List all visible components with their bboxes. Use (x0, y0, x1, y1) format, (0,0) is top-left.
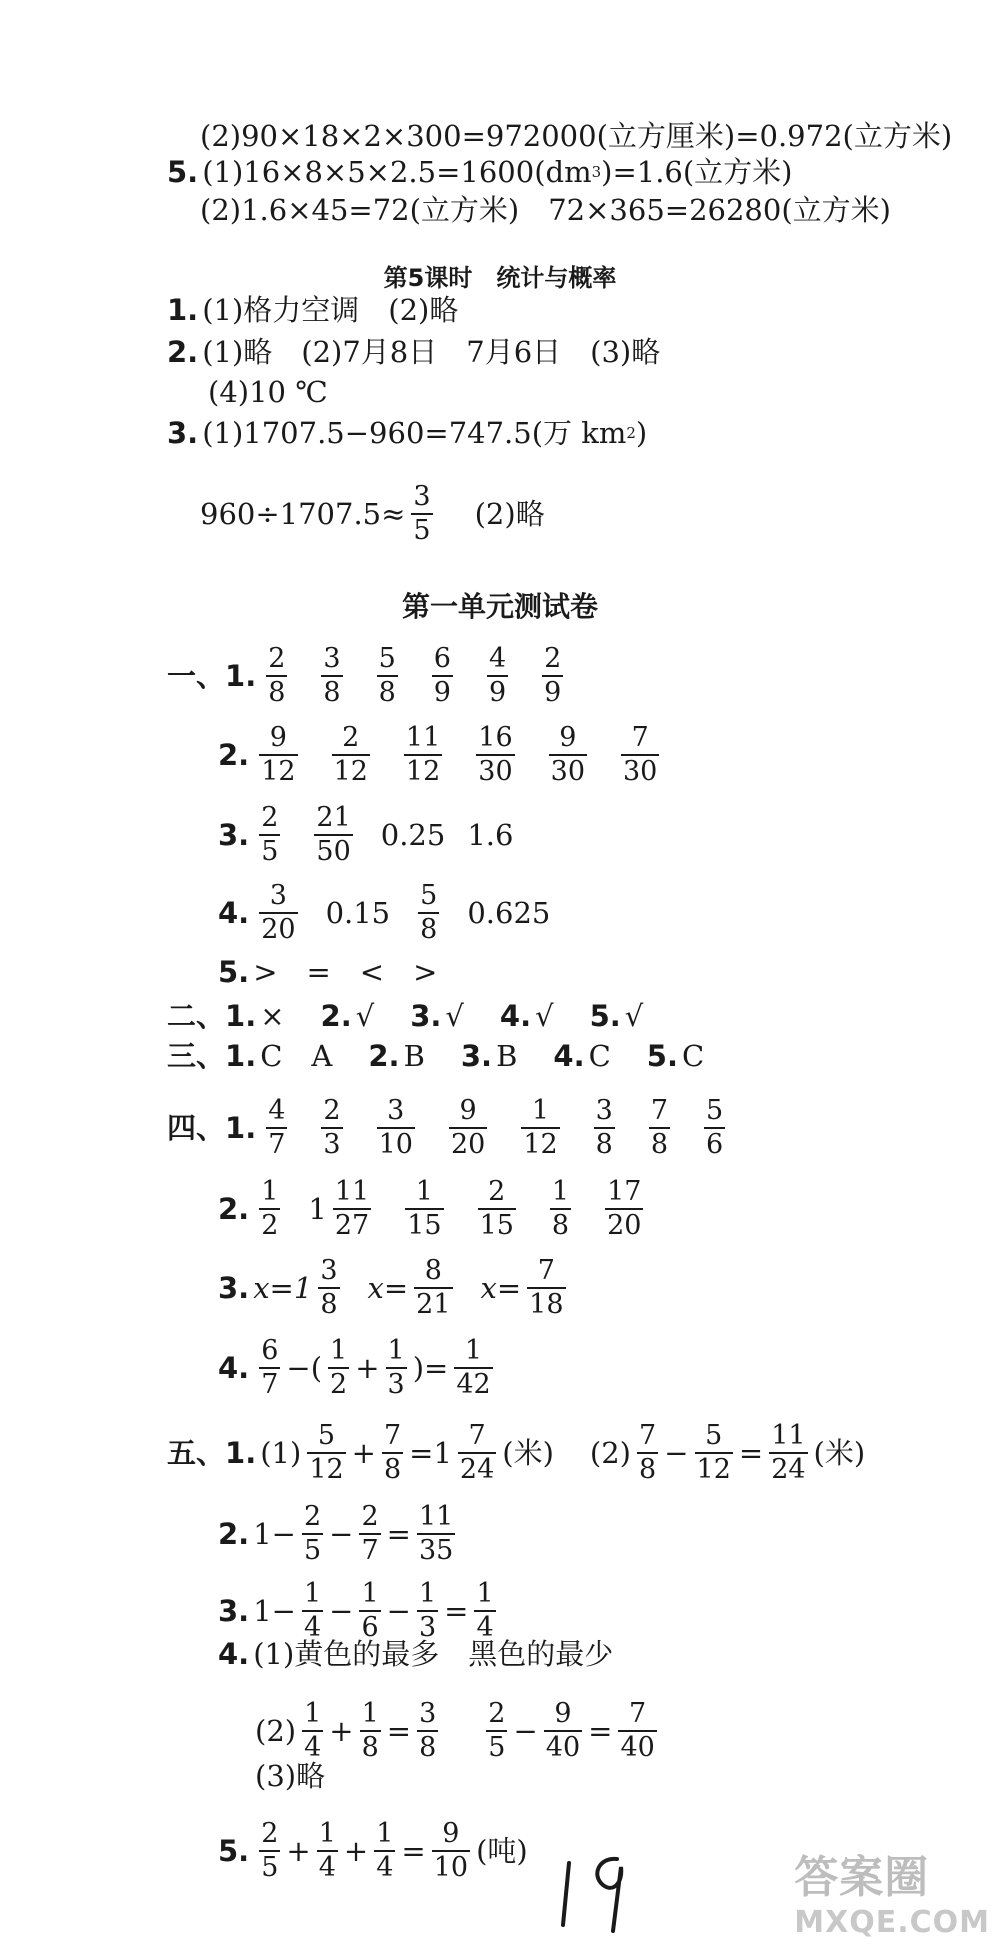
superscript: 2 (626, 424, 636, 442)
question-number: 2. (218, 1191, 250, 1226)
answer-text: (1)黄色的最多 黑色的最少 (253, 1637, 614, 1671)
question-number: 1. (225, 1435, 257, 1470)
fraction: $\frac{1}{6}$ (361, 1578, 379, 1644)
fraction: $\frac{2}{9}$ (544, 643, 562, 709)
fraction: $\frac{1}{4}$ (318, 1818, 336, 1884)
operator: + (329, 1713, 354, 1748)
section-label: 三、 (167, 1039, 226, 1073)
fraction: $\frac{11}{35}$ (418, 1501, 454, 1567)
fraction: $\frac{7}{8}$ (383, 1420, 402, 1486)
question-number: 3. (218, 817, 250, 852)
fraction: $\frac{1}{4}$ (304, 1698, 322, 1764)
volume-line-2 (200, 119, 953, 153)
fraction: $\frac{1}{8}$ (551, 1176, 570, 1242)
s5-q2 (218, 1503, 461, 1566)
fraction: $\frac{5}{8}$ (420, 880, 438, 946)
line-text: (2)90×18×2×300=972000(立方厘米)=0.972(立方米) (200, 119, 953, 153)
operator: + (286, 1833, 311, 1868)
fraction: $\frac{11}{24}$ (771, 1420, 806, 1486)
s1-q5 (218, 955, 438, 989)
s5-q4-part2 (255, 1700, 663, 1763)
fraction: $\frac{3}{8}$ (323, 643, 341, 709)
item-number: 2. (368, 1039, 400, 1073)
s4-q2 (218, 1178, 649, 1241)
fraction: $\frac{2}{15}$ (479, 1176, 514, 1242)
decimal-value: 0.25 (380, 817, 446, 852)
fraction: $\frac{7}{18}$ (529, 1255, 564, 1321)
fraction: $\frac{3}{8}$ (320, 1255, 338, 1321)
section-label: 四、 (167, 1110, 226, 1145)
question-number: 4. (218, 1350, 250, 1385)
operator: + (343, 1833, 369, 1868)
fraction: $\frac{5}{6}$ (706, 1095, 724, 1161)
lesson-q1 (167, 293, 459, 327)
operator: = (444, 1593, 469, 1628)
item-answer: C (682, 1039, 705, 1073)
answer-text: (1)格力空调 (2)略 (202, 293, 459, 327)
fraction: $\frac{17}{20}$ (607, 1176, 642, 1242)
s2-answers (167, 999, 644, 1033)
operator: − (513, 1713, 538, 1748)
fraction: $\frac{3}{5}$ (413, 481, 431, 547)
fraction: $\frac{3}{10}$ (378, 1095, 413, 1161)
lesson-q3-line-2 (200, 483, 545, 546)
item-answer: B (496, 1039, 518, 1073)
question-number: 1. (167, 293, 199, 327)
fraction: $\frac{2}{12}$ (333, 722, 368, 788)
item-answer: × (260, 999, 285, 1033)
section-label: 一、 (167, 658, 226, 693)
lesson-q3 (167, 416, 648, 450)
item-answer: C (588, 1039, 611, 1073)
item-number: 1. (225, 1039, 257, 1073)
question-number: 1. (225, 1110, 257, 1145)
unit: (吨) (476, 1833, 528, 1868)
item-answer: √ (445, 999, 464, 1033)
fraction: $\frac{3}{8}$ (419, 1698, 437, 1764)
question-5-line-2 (200, 193, 891, 227)
unit: (米) (502, 1435, 554, 1470)
fraction: $\frac{2}{3}$ (323, 1095, 341, 1161)
fraction: $\frac{1}{3}$ (418, 1578, 437, 1644)
fraction: $\frac{1}{8}$ (361, 1698, 379, 1764)
item-number: 2. (320, 999, 352, 1033)
expression: x=1 (253, 1270, 313, 1305)
fraction: $\frac{5}{12}$ (696, 1420, 731, 1486)
item-number: 4. (499, 999, 532, 1033)
item-number: 3. (460, 1039, 493, 1073)
decimal-value: 1.6 (467, 817, 514, 852)
fraction: $\frac{11}{27}$ (334, 1176, 370, 1242)
operator: )= (412, 1350, 449, 1385)
operator: = (588, 1713, 613, 1748)
answer-text: (3)略 (255, 1759, 326, 1793)
question-number: 4. (218, 1637, 250, 1671)
question-number: 3. (218, 1270, 250, 1305)
s5-q4-part3 (255, 1759, 326, 1793)
fraction: $\frac{9}{12}$ (261, 722, 296, 788)
answer-text: (1)略 (2)7月8日 7月6日 (3)略 (202, 335, 661, 369)
operator: − (664, 1435, 689, 1470)
item-answer: √ (355, 999, 375, 1033)
operator: = (386, 1713, 412, 1748)
fraction: $\frac{1}{15}$ (407, 1176, 442, 1242)
operator: = (738, 1435, 764, 1470)
operator: −( (286, 1350, 323, 1385)
item-answer: √ (624, 999, 644, 1033)
fraction: $\frac{9}{30}$ (550, 722, 585, 788)
item-number: 1. (225, 999, 257, 1033)
fraction: $\frac{2}{5}$ (261, 802, 279, 868)
s4-q4 (218, 1337, 499, 1400)
question-number: 5. (218, 1833, 250, 1868)
watermark-bottom: MXQE.COM (794, 1905, 990, 1940)
operator: = (386, 1516, 411, 1551)
expression: x= (480, 1270, 522, 1305)
part-label: (2) (255, 1713, 297, 1748)
fraction: $\frac{1}{12}$ (523, 1095, 558, 1161)
question-number: 5. (167, 155, 199, 189)
fraction: $\frac{2}{5}$ (261, 1818, 279, 1884)
question-number: 4. (218, 895, 250, 930)
s4-q1 (167, 1097, 731, 1160)
expression: 960÷1707.5≈ (200, 496, 406, 531)
line-text: (1)16×8×5×2.5=1600(dm (202, 155, 592, 189)
handwritten-page-number (555, 1845, 645, 1935)
expression: 1− (253, 1516, 296, 1551)
s1-q2 (218, 724, 665, 787)
s5-q4-part1 (218, 1637, 614, 1671)
fraction: $\frac{9}{40}$ (545, 1698, 581, 1764)
s3-answers (167, 1039, 705, 1073)
fraction: $\frac{8}{21}$ (416, 1255, 451, 1321)
fraction: $\frac{1}{4}$ (303, 1578, 322, 1644)
lesson-q2 (167, 335, 661, 369)
question-number: 2. (167, 335, 199, 369)
operator: + (355, 1350, 380, 1385)
s1-q1 (167, 645, 569, 708)
operator: − (386, 1593, 411, 1628)
operator: =1 (409, 1435, 452, 1470)
fraction: $\frac{11}{12}$ (405, 722, 441, 788)
answer-text-tail: ) (635, 416, 648, 450)
line-text-tail: )=1.6(立方米) (601, 155, 793, 189)
whole-number: 1 (308, 1191, 327, 1226)
s4-q3 (218, 1257, 572, 1320)
s1-q3 (218, 804, 513, 867)
lesson-q2-part4 (208, 375, 328, 409)
watermark-top: 答案圈 (794, 1852, 930, 1903)
item-number: 5. (589, 999, 621, 1033)
unit-test-title: 第一单元测试卷 (401, 590, 598, 623)
decimal-value: 0.625 (467, 895, 551, 930)
fraction: $\frac{5}{8}$ (378, 643, 396, 709)
item-number: 5. (646, 1039, 678, 1073)
question-number: 5. (218, 955, 250, 989)
item-number: 3. (410, 999, 442, 1033)
question-number: 3. (167, 416, 199, 450)
fraction: $\frac{5}{12}$ (309, 1420, 344, 1486)
question-number: 1. (225, 658, 257, 693)
s5-q5 (218, 1820, 528, 1883)
item-answer: C A (260, 1039, 333, 1073)
expression: 1− (253, 1593, 296, 1628)
fraction: $\frac{21}{50}$ (316, 802, 351, 868)
fraction: $\frac{16}{30}$ (478, 722, 513, 788)
s1-q4 (218, 882, 550, 945)
section-label: 二、 (167, 999, 226, 1033)
fraction: $\frac{7}{8}$ (650, 1095, 669, 1161)
fraction: $\frac{4}{9}$ (488, 643, 507, 709)
fraction: $\frac{2}{5}$ (303, 1501, 322, 1567)
fraction: $\frac{1}{2}$ (330, 1335, 348, 1401)
fraction: $\frac{7}{40}$ (620, 1698, 655, 1764)
answer-text: (2)略 (474, 496, 545, 531)
fraction: $\frac{1}{42}$ (456, 1335, 491, 1401)
comparison-signs: > = < > (253, 955, 438, 989)
question-number: 2. (218, 737, 250, 772)
item-answer: B (403, 1039, 425, 1073)
s5-q1 (167, 1422, 865, 1485)
s5-q3 (218, 1580, 502, 1643)
operator: + (351, 1435, 376, 1470)
operator: = (401, 1833, 426, 1868)
question-number: 2. (218, 1516, 250, 1551)
fraction: $\frac{1}{3}$ (387, 1335, 405, 1401)
fraction: $\frac{7}{24}$ (459, 1420, 495, 1486)
expression: x= (367, 1270, 409, 1305)
fraction: $\frac{6}{9}$ (433, 643, 451, 709)
fraction: $\frac{4}{7}$ (268, 1095, 286, 1161)
item-answer: √ (535, 999, 554, 1033)
answer-text: (1)1707.5−960=747.5(万 km (202, 416, 627, 450)
fraction: $\frac{9}{20}$ (450, 1095, 486, 1161)
decimal-value: 0.15 (325, 895, 391, 930)
section-label: 五、 (167, 1435, 226, 1470)
line-text: (2)1.6×45=72(立方米) 72×365=26280(立方米) (200, 193, 891, 227)
superscript: 3 (591, 163, 602, 181)
fraction: $\frac{2}{7}$ (361, 1501, 379, 1567)
fraction: $\frac{2}{8}$ (268, 643, 286, 709)
answer-text: (4)10 ℃ (208, 375, 328, 409)
unit: (米) (813, 1435, 866, 1470)
fraction: $\frac{1}{4}$ (376, 1818, 394, 1884)
watermark (794, 1841, 990, 1940)
fraction: $\frac{6}{7}$ (261, 1335, 279, 1401)
part-label: (2) (589, 1435, 632, 1470)
question-number: 3. (218, 1593, 250, 1628)
part-label: (1) (260, 1435, 302, 1470)
fraction: $\frac{1}{4}$ (476, 1578, 494, 1644)
fraction: $\frac{2}{5}$ (488, 1698, 506, 1764)
lesson-title: 第5课时 统计与概率 (383, 264, 617, 292)
fraction: $\frac{9}{10}$ (433, 1818, 469, 1884)
fraction: $\frac{1}{2}$ (261, 1176, 279, 1242)
fraction: $\frac{3}{8}$ (595, 1095, 613, 1161)
operator: − (329, 1593, 354, 1628)
question-5-line-1 (167, 155, 793, 189)
fraction: $\frac{7}{30}$ (623, 722, 658, 788)
fraction: $\frac{7}{8}$ (639, 1420, 657, 1486)
fraction: $\frac{3}{20}$ (261, 880, 296, 946)
item-number: 4. (553, 1039, 585, 1073)
operator: − (329, 1516, 354, 1551)
